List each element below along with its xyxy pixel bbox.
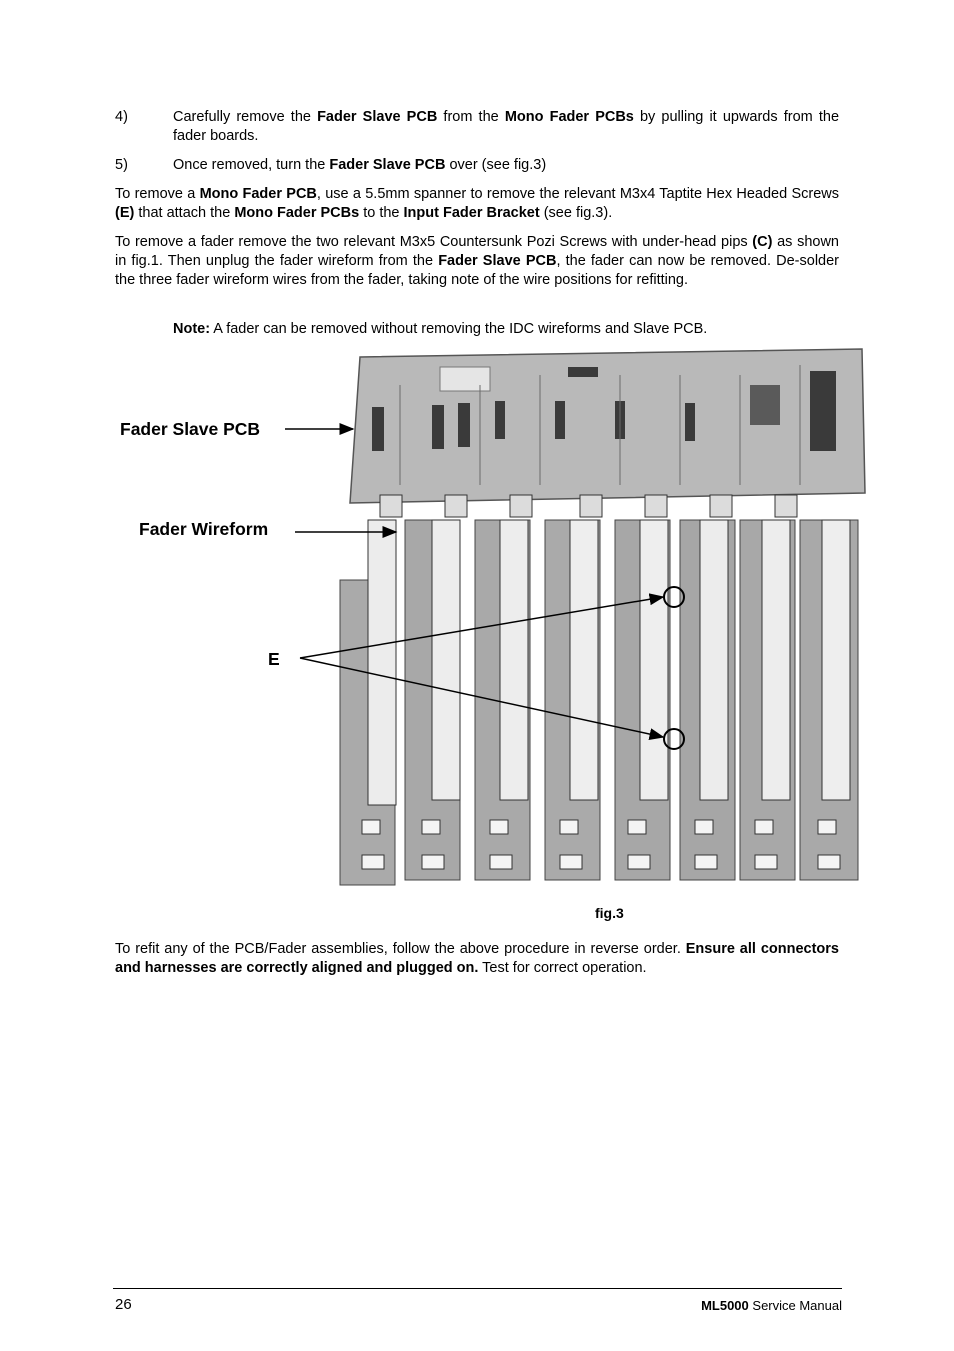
text-run: To refit any of the PCB/Fader assemblies, follow the above procedure in reverse order.	[115, 941, 686, 957]
step-number: 4)	[115, 109, 128, 125]
pcb-label-sticker	[440, 367, 490, 391]
manual-suffix: Service Manual	[748, 1298, 842, 1313]
page-number: 26	[115, 1296, 132, 1313]
text-run: , use a 5.5mm spanner to remove the relevant M3x4 Taptite Hex Headed Screws	[316, 186, 839, 202]
text-run: Test for correct operation.	[478, 960, 647, 977]
text-run: Once removed, turn the	[173, 157, 330, 173]
step-5	[115, 156, 839, 175]
step-text	[173, 108, 839, 146]
text-run: To remove a	[115, 186, 200, 202]
paragraph-refit	[115, 940, 839, 978]
bold-term: Ensure all connectors and harnesses are correctly aligned and plugged on.	[115, 941, 839, 977]
slave-pcb	[350, 349, 865, 503]
footer-rule	[113, 1288, 842, 1289]
paragraph-remove-fader-pcb	[115, 185, 839, 223]
label-fader-wireform: Fader Wireform	[139, 519, 269, 539]
fader-boards	[340, 520, 858, 885]
bold-term: (C)	[752, 234, 773, 250]
bold-term: Input Fader Bracket	[403, 205, 540, 222]
bold-term: Mono Fader PCB	[199, 186, 317, 202]
text-run: by pulling it upwards from the fader boards.	[173, 109, 840, 145]
note	[173, 320, 707, 339]
text-run: To remove a fader remove the two relevant M3x5 Countersunk Pozi Screws with under-head pips	[115, 234, 753, 250]
bold-term: Fader Slave PCB	[329, 157, 446, 173]
paragraph-remove-fader	[115, 233, 839, 291]
manual-title	[701, 1298, 842, 1313]
step-number: 5)	[115, 157, 128, 173]
label-e: E	[268, 649, 280, 669]
figure-caption: fig.3	[595, 905, 624, 921]
text-run: Carefully remove the	[173, 109, 318, 125]
manual-model: ML5000	[701, 1298, 749, 1313]
label-fader-slave-pcb: Fader Slave PCB	[120, 419, 261, 439]
note-label: Note:	[173, 321, 211, 337]
text-run: as shown in fig.1. Then unplug the fader wireform from the	[115, 234, 839, 270]
bold-term: Fader Slave PCB	[438, 253, 557, 270]
text-run: over (see fig.3)	[445, 157, 547, 173]
bold-term: Mono Fader PCBs	[504, 109, 634, 125]
bold-term: Fader Slave PCB	[317, 109, 438, 125]
text-run: to the	[359, 205, 404, 222]
bold-term: (E)	[115, 205, 135, 222]
text-run: that attach the	[134, 205, 235, 222]
step-text	[173, 156, 839, 175]
step-4	[115, 108, 839, 146]
note-text: A fader can be removed without removing the IDC wireforms and Slave PCB.	[210, 321, 708, 337]
bold-term: Mono Fader PCBs	[234, 205, 360, 222]
text-run: , the fader can now be removed. De-solder the three fader wireform wires from the fader, taking note of the wire positions for refitting.	[115, 253, 840, 289]
text-run: (see fig.3).	[539, 205, 613, 222]
text-run: from the	[437, 109, 505, 125]
figure-fader-assembly	[100, 345, 880, 905]
